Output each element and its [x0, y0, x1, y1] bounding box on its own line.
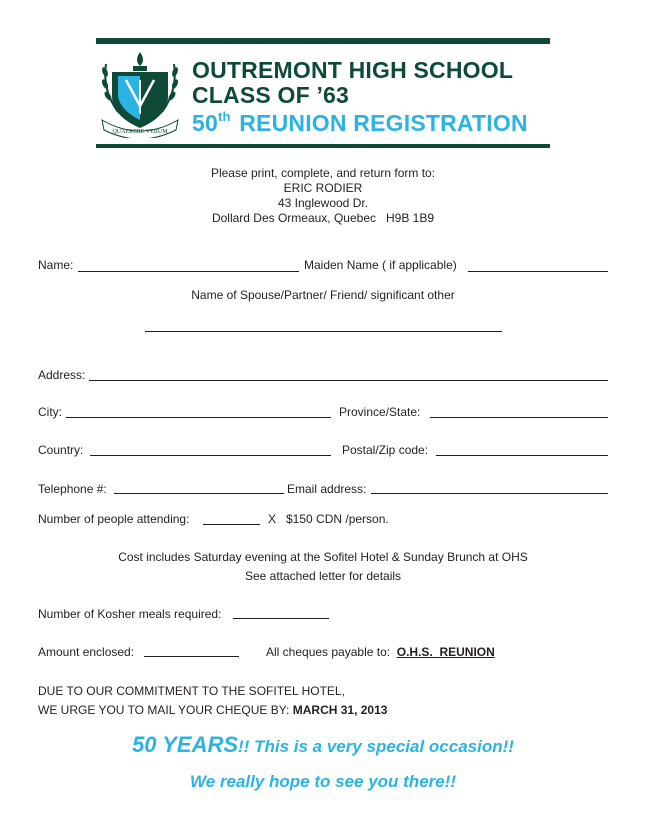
reunion-suffix: th [217, 109, 231, 124]
country-label: Country: [38, 443, 84, 457]
telephone-field[interactable] [114, 493, 284, 494]
payee-name: O.H.S. REUNION [396, 645, 495, 659]
country-field[interactable] [90, 455, 331, 456]
special-big: 50 YEARS [132, 732, 239, 757]
postal-label: Postal/Zip code: [342, 443, 429, 457]
special-occasion-line [0, 732, 646, 758]
closing-line1: DUE TO OUR COMMITMENT TO THE SOFITEL HOTEL, [38, 684, 345, 698]
return-name: ERIC RODIER [283, 181, 363, 195]
address-field[interactable] [89, 380, 608, 381]
cost-info-line1: Cost includes Saturday evening at the Sofitel Hotel & Sunday Brunch at OHS [118, 550, 528, 564]
name-label: Name: [38, 258, 74, 272]
city-label: City: [38, 405, 62, 419]
attending-label: Number of people attending: [38, 512, 190, 526]
crest-motto: QUAERERE VERUM [112, 129, 168, 135]
reunion-number: 50 [192, 110, 218, 136]
class-year: CLASS OF ’63 [192, 82, 350, 108]
attending-field[interactable] [203, 524, 260, 525]
return-city-line: Dollard Des Ormeaux, Quebec H9B 1B9 [211, 211, 435, 225]
closing-urge: WE URGE YOU TO MAIL YOUR CHEQUE BY: [38, 703, 290, 717]
closing-deadline: MARCH 31, 2013 [292, 703, 388, 717]
school-crest-icon [100, 50, 180, 138]
special-hope-line: We really hope to see you there!! [189, 772, 457, 791]
amount-label: Amount enclosed: [38, 645, 135, 659]
province-label: Province/State: [339, 405, 421, 419]
maiden-name-field[interactable] [468, 271, 608, 272]
address-label: Address: [38, 368, 86, 382]
special-rest: !! This is a very special occasion!! [238, 737, 514, 756]
kosher-field[interactable] [233, 618, 329, 619]
city-field[interactable] [66, 417, 331, 418]
reunion-title [192, 110, 528, 137]
province-field[interactable] [430, 417, 608, 418]
price-text: X $150 CDN /person. [268, 512, 389, 526]
email-field[interactable] [371, 493, 608, 494]
amount-field[interactable] [144, 656, 239, 657]
telephone-label: Telephone #: [38, 482, 107, 496]
payable-label [266, 645, 495, 659]
spouse-field[interactable] [145, 331, 502, 332]
postal-field[interactable] [436, 455, 608, 456]
email-label: Email address: [287, 482, 367, 496]
closing-line2 [38, 703, 387, 717]
maiden-name-label: Maiden Name ( if applicable) [304, 258, 457, 272]
return-instruction: Please print, complete, and return form to: [210, 166, 436, 180]
kosher-label: Number of Kosher meals required: [38, 607, 222, 621]
name-field[interactable] [78, 271, 299, 272]
spouse-label: Name of Spouse/Partner/ Friend/ significant other [191, 288, 455, 302]
school-name: OUTREMONT HIGH SCHOOL [192, 57, 514, 83]
cost-info-line2: See attached letter for details [244, 569, 402, 583]
payable-text: All cheques payable to: [266, 645, 391, 659]
reunion-title-text: REUNION REGISTRATION [239, 110, 528, 136]
header-bottom-rule [96, 144, 550, 148]
return-street: 43 Inglewood Dr. [277, 196, 369, 210]
header-top-rule [96, 38, 550, 44]
